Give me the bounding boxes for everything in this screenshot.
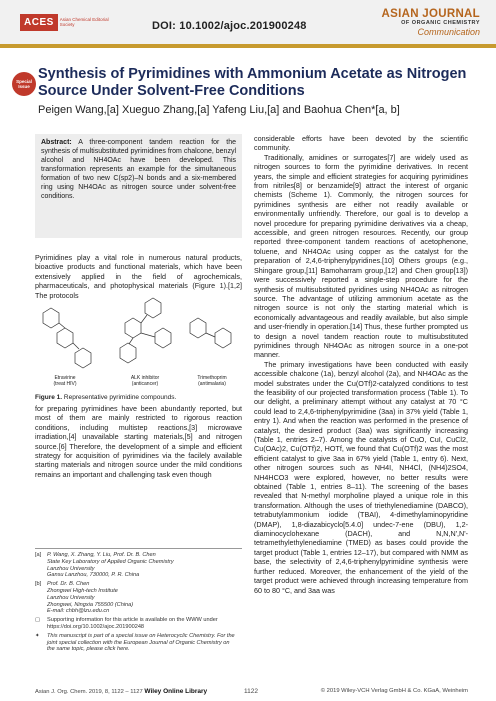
publisher-logo-mark: ACES <box>20 14 58 31</box>
author-list: Peigen Wang,[a] Xueguo Zhang,[a] Yafeng Liu,[a] and Baohua Chen*[a, b] <box>38 104 400 116</box>
footnote-line: This manuscript is part of a special issue on Heterocyclic Chemistry. For the <box>47 632 235 639</box>
doi-link[interactable]: DOI: 10.1002/ajoc.201900248 <box>152 20 307 32</box>
body-left-bottom <box>35 404 242 479</box>
figure-caption-text: Representative pyrimidine compounds. <box>62 394 177 401</box>
paragraph: considerable efforts have been devoted by the scientific community. <box>254 134 468 153</box>
copyright: © 2019 Wiley-VCH Verlag GmbH & Co. KGaA, Weinheim <box>320 688 468 694</box>
footnote-line: Lanzhou University <box>47 565 95 572</box>
footnote-line: Supporting information for this article is available on the WWW under <box>47 617 218 624</box>
footnote-line: Lanzhou University <box>47 594 95 601</box>
supporting-info-link[interactable]: https://doi.org/10.1002/ajoc.201900248 <box>47 623 145 630</box>
citation: Asian J. Org. Chem. 2019, 8, 1122 – 1127 <box>35 689 143 695</box>
journal-name-line1: ASIAN JOURNAL <box>381 8 480 20</box>
figure-caption <box>35 394 176 401</box>
badge-line1: Special <box>16 79 32 84</box>
special-issue-link[interactable]: the same topic, please click here. <box>47 646 130 653</box>
ring <box>75 348 91 368</box>
footnote-line: Zhongwei High-tech Institute <box>47 587 118 594</box>
footnote-key: [b] <box>35 581 42 588</box>
ring <box>57 328 73 348</box>
paragraph: Traditionally, amidines or surrogates[7] are widely used as nitrogen sources to form the pyrimidine derivatives. In recent years, the simple and efficient strategies for acquiring pyrimidines from nitriles[8] or benzamide[9] attract the interest of organic chemists (Scheme 1). Commonly, the nitrogen sources for pyrimidines synthesis are either not readily available or environmentally unfriendly. Therefore, our goal is to develop a novel procedure for preparing pyrimidine derivatives via a cheap, accessible, and green nitrogen resources. Recently, our group reported three-component tandem reactions of acetophenone, toluene, and NH4OAc using copper as the catalyst for the preparation of 2,4,6-triphenylpyridines.[10] Others groups (e.g., Shingare group,[11] Bamoharram group,[12] and Chen group[13]) were successively reported a single-step procedure for the synthesis of multisubstituted pyridines using NH4OAc as nitrogen source. The advantage of utilizing ammonium acetate as the nitrogen source is not only the starting material which is economically advantageous and readily available, but also simple and user-friendly in operation.[14] Thus, these further prompted us to design a novel tandem reaction route to multisubstituted pyrimidines through NH4OAc as nitrogen source in a one-pot manner. <box>254 152 468 360</box>
footnote-line: Prof. Dr. B. Chen <box>47 581 90 588</box>
page-number: 1122 <box>244 688 258 695</box>
paragraph: for preparing pyrimidines have been abundantly reported, but most of them are mainly restricted to rigorous reaction conditions, including multistep reactions,[3] microwave irradiation,[4] unavailable starting materials,[5] and nitrogen source.[6] Therefore, the development of a simple and efficient strategy for acquisition of pyrimidines via the facilely available starting materials and nitrogen source under the mild conditions remains an important and challenging task even though <box>35 404 242 479</box>
compound3-note: (antimalaria) <box>198 381 226 387</box>
ring <box>145 298 161 318</box>
figure-caption-label: Figure 1. <box>35 394 63 401</box>
footnote-divider <box>35 548 242 549</box>
publisher-logo <box>20 12 110 32</box>
supporting-info-icon: ▢ <box>35 617 41 624</box>
abstract-box <box>35 134 242 238</box>
affiliation-b <box>35 581 242 615</box>
ring <box>215 328 231 348</box>
footer-left <box>35 688 207 695</box>
compound2-name: ALK inhibitor <box>130 375 160 381</box>
ring <box>155 328 171 348</box>
footnote-line: joint special collection with the European Journal of Organic Chemistry on <box>47 639 230 646</box>
compound2-note: (anticancer) <box>131 381 159 387</box>
compound3-name: Trimethoprim <box>197 375 227 381</box>
footnote-line: P. Wang, X. Zhang, Y. Liu, Prof. Dr. B. Chen <box>47 552 156 558</box>
footnotes <box>35 552 242 653</box>
footnote-line: Zhongwei, Ningxia 755500 (China) <box>47 601 134 608</box>
affiliation-a <box>35 552 242 579</box>
special-issue-icon: ✦ <box>35 632 40 639</box>
paragraph: Pyrimidines play a vital role in numerous natural products, bioactive products and functional materials, which have been extensively applied in the field of agrochemicals, pharmaceuticals, and photophysical materials (Figure 1).[1,2] The protocols <box>35 253 242 300</box>
wiley-online-library-link[interactable]: Wiley Online Library <box>144 688 208 695</box>
ring <box>190 318 206 338</box>
ring <box>125 318 141 338</box>
article-title: Synthesis of Pyrimidines with Ammonium Acetate as Nitrogen Source Under Solvent-Free Conditions <box>38 66 467 99</box>
ring <box>120 343 136 363</box>
figure-1-structures <box>35 293 242 391</box>
journal-logo <box>382 8 480 37</box>
paragraph: The primary investigations have been conducted with easily accessible chalcone (1a), benzyl alcohol (2a), and NH4OAc as the model substrates under the Cu(OTf)2-catalyzed conditions to test the feasibility of our projected transformation process (Table 1). To our delight, a preliminary attempt without any catalyst at 70 °C could lead to 2,4,6-triphenylpyrimidine (3aa) in 37% yield (Table 1, entry 1). And when the reaction was performed in the presence of catalyst, the desired product (3aa) was significantly increasing (Table 1, entries 2–7). Among the catalysts of CuO, CuI, CuCl2, Cu(OAc)2, Cu(OTf)2, HOTf, we found that Cu(OTf)2 was the most efficient catalyst to give 3aa in 67% yield (Table 1, entry 6). Next, other nitrogen sources such as NH4I, NH4Cl, (NH4)2SO4, NH4HCO3 were explored, however, no better results were obtained (Table 1, entries 8–11). The screening of the bases revealed that N-methyl morpholine played a unique role in this transformation. Although the uses of triethylenediamine (DABCO), tetrabutylammonium iodide (TBAI), 4-dimethylaminopyridine (DMAP), 1,8-diazabicyclo[5.4.0] undec-7-ene (DBU), 1,2- diaminocyclohexane (DACH), and N,N,N',N'- tetramethylethylenediamine (TMED) as bases could provide the target product (Table 1, entries 12–17), but compared with NMM as base, the selectivity of 2,4,6-triphenylpyrimidine synthesis were further reduced. Moreover, the enhancement of the yield of the target product were achieved through increasing temperature from 60 to 80 °C, and 3aa was <box>254 359 468 595</box>
footnote-line: State Key Laboratory of Applied Organic Chemistry <box>47 558 174 565</box>
special-issue-badge <box>12 72 36 96</box>
ring <box>43 308 59 328</box>
header-rule <box>0 44 496 48</box>
compound1-name: Etravirine <box>54 375 76 381</box>
footnote-line: Gansu Lanzhou, 730000, P. R. China <box>47 572 140 579</box>
abstract-text: A three-component tandem reaction for the synthesis of multisubstituted pyrimidines from chalcone, benzyl alcohol and NH4OAc have been developed. This transformation represents an example for the simultaneous formation of two new C(sp2)–N bonds and a six-membered ring using NH4OAc as nitrogen source under solvent-free conditions. <box>41 139 236 200</box>
compound1-note: (treat HIV) <box>53 381 77 387</box>
email-link[interactable]: E-mail: chbh@lzu.edu.cn <box>47 608 110 615</box>
badge-line2: Issue <box>18 84 30 89</box>
abstract-label: Abstract: <box>41 139 72 146</box>
article-type: Communication <box>417 27 480 37</box>
journal-name-line2: OF ORGANIC CHEMISTRY <box>401 20 480 26</box>
supporting-info-note <box>35 617 242 631</box>
footnote-key: [a] <box>35 552 42 558</box>
publisher-logo-subtitle: Asian Chemical Editorial Society <box>59 17 109 27</box>
body-right <box>254 134 468 595</box>
special-issue-note <box>35 633 242 653</box>
